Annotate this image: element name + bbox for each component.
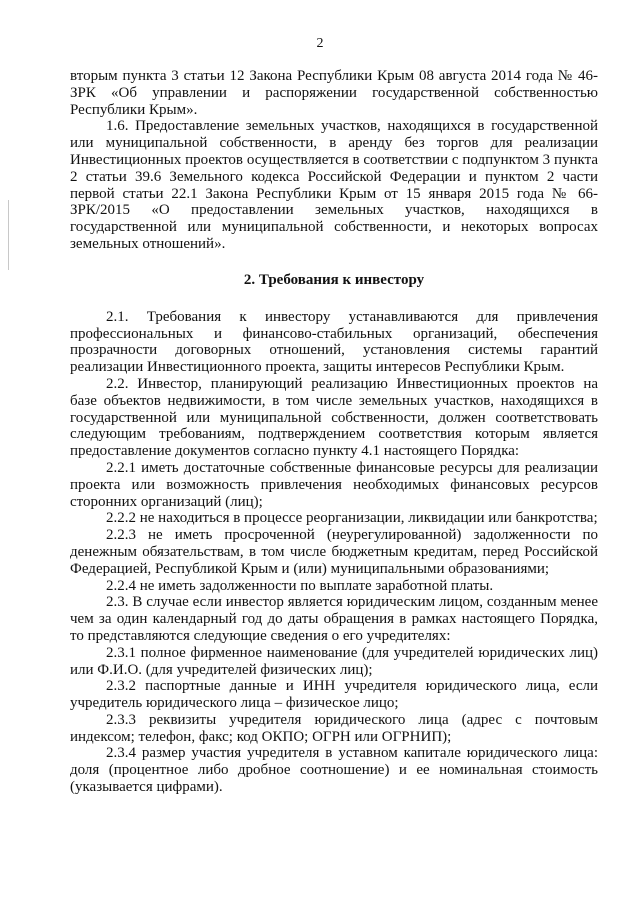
paragraph-2-2-3: 2.2.3 не иметь просроченной (неурегулированной) задолженности по денежным обязательствам, в том числе бюджетным кредитам, перед Российской Федерацией, Республикой Крым и (или) муниципальными образованиями;	[70, 527, 598, 577]
paragraph-2-3-4: 2.3.4 размер участия учредителя в уставном капитале юридического лица: доля (процентное либо дробное соотношение) и ее номинальная стоимость (указывается цифрами).	[70, 745, 598, 796]
paragraph-1-6: 1.6. Предоставление земельных участков, находящихся в государственной или муниципальной собственности, в аренду без торгов для реализации Инвестиционных проектов осуществляется в соответствии с подпунктом 3 пункта 2 статьи 39.6 Земельного кодекса Российской Федерации и пунктом 2 части первой статьи 22.1 Закона Республики Крым от 15 января 2015 года № 66-ЗРК/2015 «О предоставлении земельных участков, находящихся в государственной или муниципальной собственности, и некоторых вопросах земельных отношений».	[70, 118, 598, 252]
section-heading: 2. Требования к инвестору	[243, 271, 425, 288]
paragraph-continuation: вторым пункта 3 статьи 12 Закона Республики Крым 08 августа 2014 года № 46-ЗРК «Об управлении и распоряжении государственной собственностью Республики Крым».	[70, 68, 598, 118]
paragraph-2-3-1: 2.3.1 полное фирменное наименование (для учредителей юридических лиц) или Ф.И.О. (для учредителей физических лиц);	[70, 644, 598, 678]
paragraph-2-3-2: 2.3.2 паспортные данные и ИНН учредителя юридического лица, если учредитель юридического лица – физическое лицо;	[70, 678, 598, 712]
scan-margin-mark	[8, 200, 9, 270]
page-number: 2	[316, 36, 324, 51]
paragraph-2-2-4: 2.2.4 не иметь задолженности по выплате заработной платы.	[106, 577, 494, 594]
paragraph-2-2-2: 2.2.2 не находиться в процессе реорганизации, ликвидации или банкротства;	[106, 510, 598, 527]
document-body	[70, 68, 598, 796]
paragraph-2-2-1: 2.2.1 иметь достаточные собственные финансовые ресурсы для реализации проекта или возможность привлечения необходимых финансовых ресурсов сторонних организаций (лиц);	[70, 459, 598, 510]
paragraph-2-3-3: 2.3.3 реквизиты учредителя юридического лица (адрес с почтовым индексом; телефон, факс; код ОКПО; ОГРН или ОГРНИП);	[70, 711, 598, 745]
paragraph-2-3: 2.3. В случае если инвестор является юридическим лицом, созданным менее чем за один календарный год до даты обращения в рамках настоящего Порядка, то представляются следующие сведения о его учредителях:	[70, 594, 598, 644]
paragraph-2-2: 2.2. Инвестор, планирующий реализацию Инвестиционных проектов на базе объектов недвижимости, в том числе земельных участков, находящихся в государственной или муниципальной собственности, должен соответствовать следующим требованиям, подтверждением соответствия которым является предоставление документов согласно пункту 4.1 настоящего Порядка:	[70, 375, 598, 460]
paragraph-2-1: 2.1. Требования к инвестору устанавливаются для привлечения профессиональных и финансово-стабильных организаций, обеспечения прозрачности договорных отношений, установления системы гарантий реализации Инвестиционного проекта, защиты интересов Республики Крым.	[70, 308, 598, 376]
